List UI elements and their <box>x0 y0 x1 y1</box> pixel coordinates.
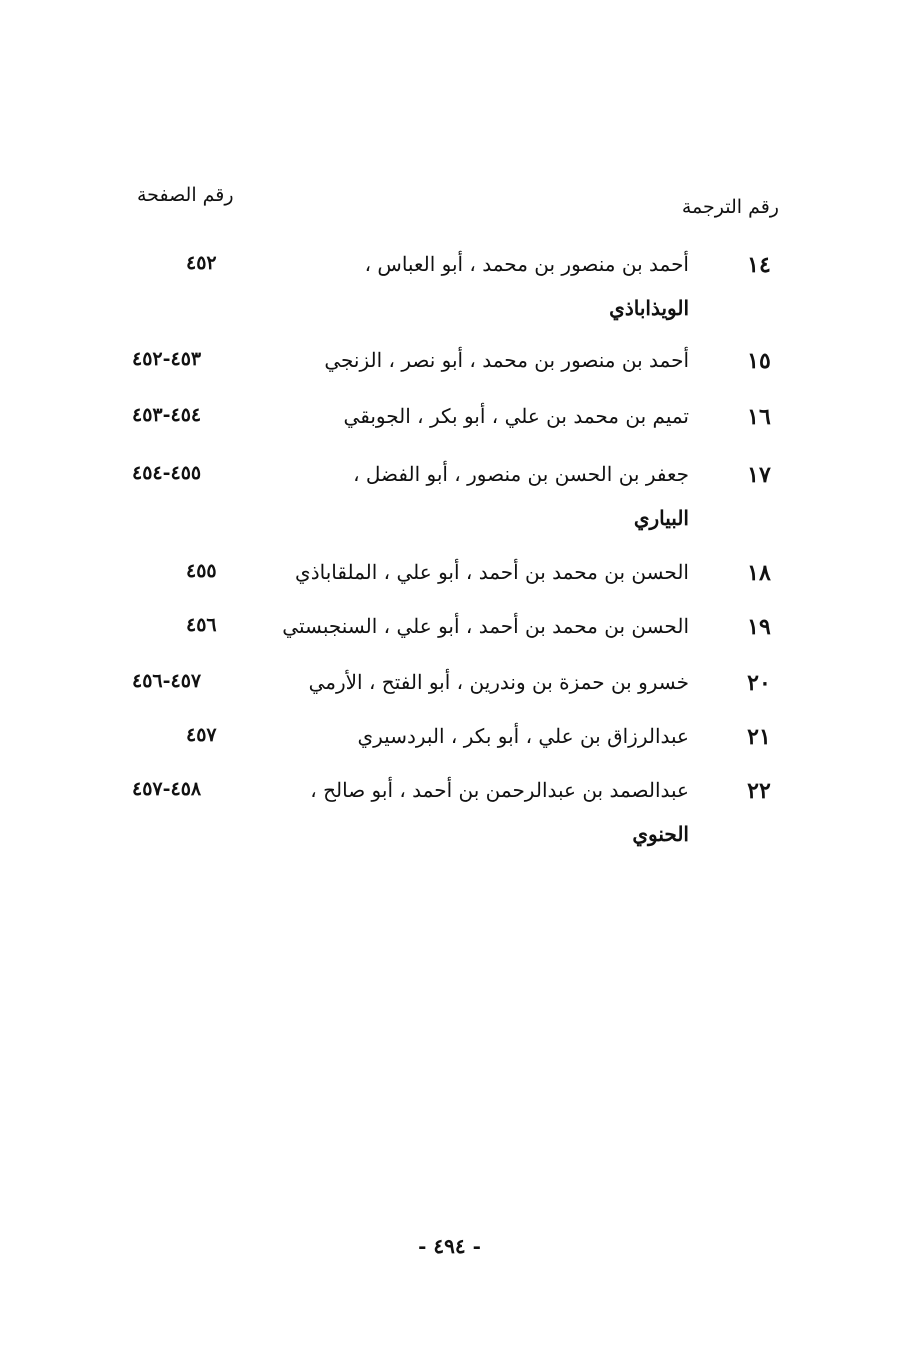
entry-name-continuation: البياري <box>633 506 689 530</box>
entry-pages: ٤٥٧-٤٥٦ <box>132 670 202 692</box>
index-entry <box>120 252 779 320</box>
entry-number-header: رقم الترجمة <box>681 196 779 218</box>
entry-number: ١٨ <box>747 560 771 586</box>
index-entry <box>120 724 779 764</box>
entry-number: ١٥ <box>747 348 771 374</box>
entry-pages: ٤٥٨-٤٥٧ <box>132 778 202 800</box>
entry-pages: ٤٥٦ <box>186 614 217 636</box>
entry-number: ١٩ <box>747 614 771 640</box>
index-entry <box>120 404 779 444</box>
index-entry <box>120 670 779 710</box>
entry-pages: ٤٥٧ <box>186 724 217 746</box>
entry-name: أحمد بن منصور بن محمد ، أبو العباس ، <box>364 252 689 276</box>
entry-name: تميم بن محمد بن علي ، أبو بكر ، الجوبقي <box>343 404 689 428</box>
entry-pages: ٤٥٥-٤٥٤ <box>132 462 202 484</box>
entry-number: ٢٠ <box>747 670 771 696</box>
index-entry <box>120 560 779 600</box>
index-entry <box>120 348 779 388</box>
entry-name-continuation: الحنوي <box>632 822 689 846</box>
entry-name: خسرو بن حمزة بن وندرين ، أبو الفتح ، الأرمي <box>308 670 689 694</box>
entry-pages: ٤٥٤-٤٥٣ <box>132 404 202 426</box>
entry-name: أحمد بن منصور بن محمد ، أبو نصر ، الزنجي <box>324 348 689 372</box>
entry-number: ٢١ <box>747 724 771 750</box>
index-entry <box>120 614 779 654</box>
entry-pages: ٤٥٢ <box>186 252 217 274</box>
index-entry <box>120 778 779 846</box>
entry-name-continuation: الويذاباذي <box>609 296 689 320</box>
entry-number: ١٦ <box>747 404 771 430</box>
entry-pages: ٤٥٣-٤٥٢ <box>132 348 202 370</box>
entry-number: ١٤ <box>747 252 771 278</box>
page-number-header: رقم الصفحة <box>137 184 234 206</box>
entry-name: جعفر بن الحسن بن منصور ، أبو الفضل ، <box>353 462 689 486</box>
entry-name: الحسن بن محمد بن أحمد ، أبو علي ، السنجبستي <box>282 614 689 638</box>
entry-number: ٢٢ <box>747 778 771 804</box>
entry-number: ١٧ <box>747 462 771 488</box>
entry-name: عبدالرزاق بن علي ، أبو بكر ، البردسيري <box>357 724 689 748</box>
entry-name: الحسن بن محمد بن أحمد ، أبو علي ، الملقاباذي <box>295 560 689 584</box>
entry-pages: ٤٥٥ <box>186 560 217 582</box>
page-number: - ٤٩٤ - <box>418 1234 481 1258</box>
index-entry <box>120 462 779 530</box>
entry-name: عبدالصمد بن عبدالرحمن بن أحمد ، أبو صالح ، <box>310 778 689 802</box>
